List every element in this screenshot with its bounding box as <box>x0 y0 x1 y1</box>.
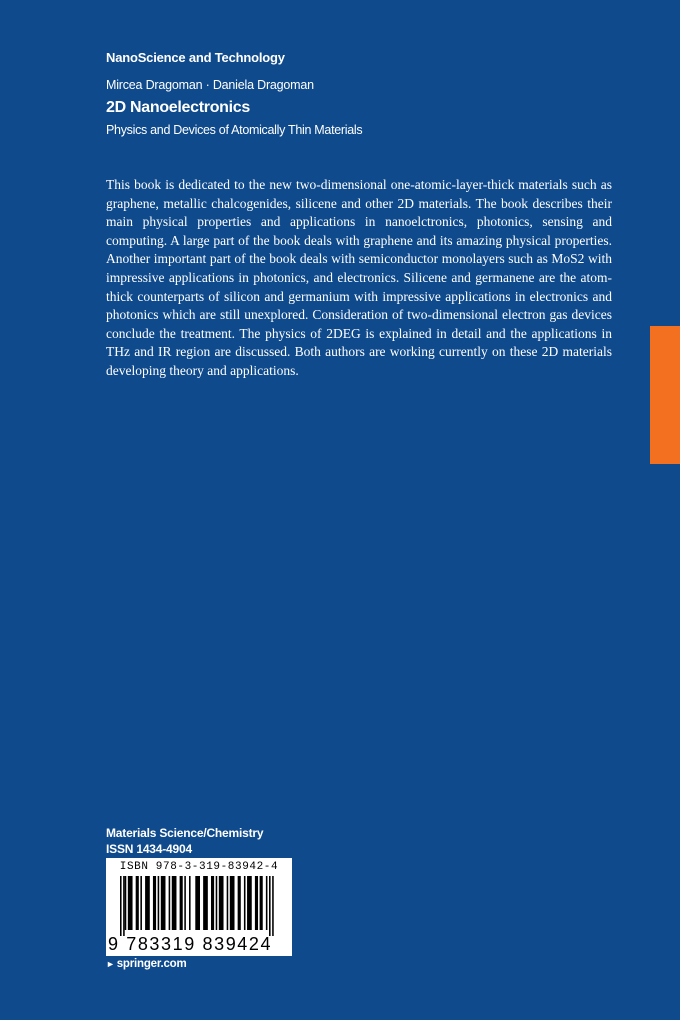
barcode-bar <box>125 876 127 930</box>
publisher-website[interactable] <box>106 958 187 970</box>
authors: Mircea Dragoman · Daniela Dragoman <box>106 78 314 92</box>
barcode-bar <box>238 876 241 930</box>
barcode-bar <box>211 876 214 930</box>
barcode-bar <box>216 876 218 930</box>
barcode-bar <box>184 876 186 930</box>
arrow-right-icon: ► <box>106 959 115 969</box>
barcode-bar <box>227 876 229 930</box>
barcode <box>106 858 292 956</box>
barcode-bar <box>128 876 133 930</box>
barcode-bar <box>136 876 139 930</box>
book-title: 2D Nanoelectronics <box>106 99 250 116</box>
ean-digits: 9 783319 839424 <box>108 934 273 954</box>
barcode-bar <box>172 876 177 930</box>
barcode-bar <box>272 876 274 936</box>
barcode-bar <box>247 876 252 930</box>
barcode-bar <box>161 876 166 930</box>
barcode-bar <box>189 876 191 930</box>
barcode-bar <box>158 876 160 930</box>
barcode-bar <box>153 876 156 930</box>
subject-category: Materials Science/Chemistry <box>106 826 264 840</box>
barcode-bar <box>120 876 122 936</box>
barcode-bar <box>180 876 183 930</box>
barcode-bar <box>219 876 224 930</box>
barcode-bar <box>140 876 142 930</box>
barcode-bar <box>269 876 271 936</box>
barcode-bar <box>145 876 150 930</box>
issn: ISSN 1434-4904 <box>106 842 192 856</box>
book-description: This book is dedicated to the new two-dimensional one-atomic-layer-thick materials such as graphene, metallic chalcogenides, silicene and other 2D materials. The book describes their main physical properties and applications in nanoelctronics, photonics, sensing and computing. A large part of the book deals with graphene and its amazing physical properties. Another important part of the book deals with semiconductor monolayers such as MoS2 with impressive applications in photonics, and electronics. Silicene and germanene are the atom-thick counterparts of silicon and germanium with impressive applications in electronics and photonics which are still unexplored. Consideration of two-dimensional electron gas devices conclude the treatment. The physics of 2DEG is explained in detail and the applications in THz and IR region are discussed. Both authors are working currently on these 2D materials developing theory and applications. <box>106 177 612 378</box>
barcode-bar <box>123 876 125 936</box>
barcode-bar <box>195 876 200 930</box>
barcode-bar <box>244 876 246 930</box>
barcode-bar <box>266 876 268 930</box>
series-name: NanoScience and Technology <box>106 50 285 65</box>
color-tab <box>650 326 680 464</box>
barcode-bar <box>230 876 235 930</box>
barcode-bar <box>255 876 258 930</box>
barcode-bars-icon <box>120 876 280 936</box>
book-subtitle: Physics and Devices of Atomically Thin Materials <box>106 123 363 137</box>
isbn-label: ISBN 978-3-319-83942-4 <box>119 861 279 873</box>
barcode-bar <box>169 876 171 930</box>
barcode-bar <box>203 876 208 930</box>
barcode-bar <box>260 876 263 930</box>
website-label: springer.com <box>116 958 187 970</box>
